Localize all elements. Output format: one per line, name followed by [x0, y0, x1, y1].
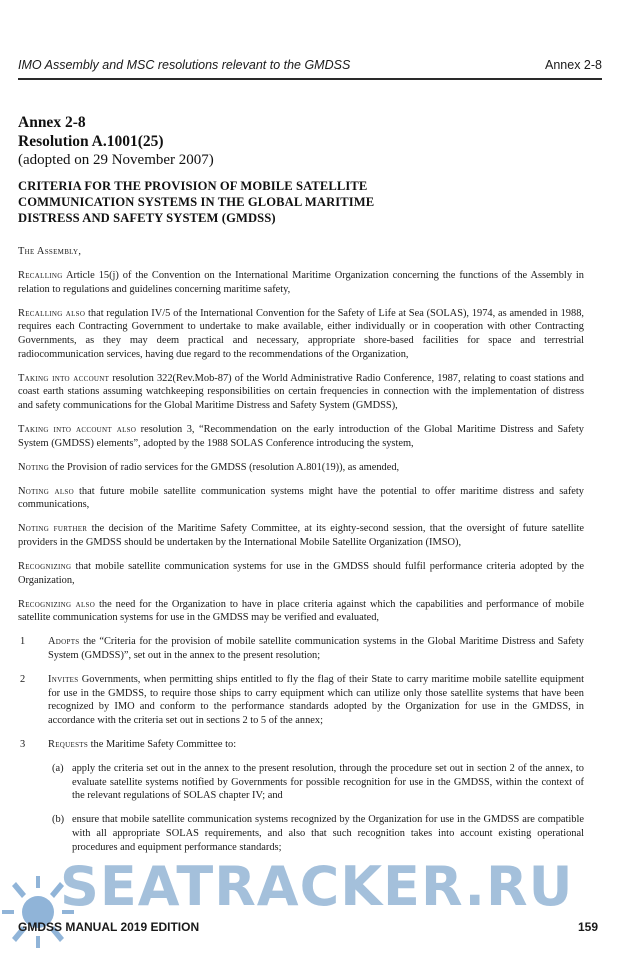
preamble-lead: Recalling [18, 270, 63, 282]
title-line: COMMUNICATION SYSTEMS IN THE GLOBAL MARITIME [18, 195, 375, 209]
operative-lead: Requests [48, 739, 89, 751]
preamble-text: the Provision of radio services for the GMDSS (resolution A.801(19)), as amended, [49, 461, 400, 473]
operative-text: the Maritime Safety Committee to: [88, 739, 237, 751]
title-line: CRITERIA FOR THE PROVISION OF MOBILE SATELLITE [18, 179, 368, 193]
resolution-number: Resolution A.1001(25) [18, 133, 164, 150]
preamble-text: resolution 322(Rev.Mob-87) of the World Administrative Radio Conference, 1987, relating to coast stations and coast earth stations assuming watchkeeping responsibilities on certain frequencies in connection with the implementation of distress and safety communications for the Global Maritime Distress and Safety System (GMDSS), [18, 372, 584, 411]
preamble-text: that future mobile satellite communication systems might have the potential to offer maritime distress and safety communications, [18, 485, 585, 511]
preamble-paragraph [18, 485, 584, 512]
preamble-text: that mobile satellite communication systems for use in the GMDSS should fulfil performance criteria adopted by the Organization, [18, 561, 584, 586]
preamble-paragraph [18, 307, 584, 361]
preamble-lead: Recognizing also [18, 598, 96, 610]
preamble-lead: Noting [18, 461, 50, 473]
paragraph-number: 1 [20, 636, 26, 648]
running-header [18, 58, 602, 80]
sub-paragraph-label: (a) [52, 763, 64, 775]
adoption-date: (adopted on 29 November 2007) [18, 152, 214, 168]
preamble-lead: Taking into account [18, 372, 110, 384]
sub-paragraph-label: (b) [52, 814, 65, 826]
preamble-lead: Taking into account also [18, 423, 137, 435]
preamble-text: that regulation IV/5 of the International Convention for the Safety of Life at Sea (SOLAS), 1974, as amended in 1988, requires each Contracting Government to undertake to make available, either individually or in cooperation with other Contracting Governments, as they may deem practical and necessary, appropriate shore-based facilities for space and terrestrial radiocommunication services, having due regard to the recommendations of the Organization, [18, 307, 584, 360]
preamble-text: the decision of the Maritime Safety Committee, at its eighty-second session, that the oversight of future satellite providers in the GMDSS should be undertaken by the International Mobile Satellite Organization (IMSO), [18, 523, 585, 548]
paragraph-number: 2 [20, 674, 26, 686]
operative-text: Governments, when permitting ships entitled to fly the flag of their State to carry maritime mobile satellite equipment for use in the GMDSS, to require those ships to carry equipment which can utilize only those satellite systems that have been recognized by IMO and conform to the performance standards adopted by the Organization for use in the GMDSS, in accordance with the criteria set out in sections 2 to 5 of the annex; [48, 674, 584, 726]
operative-paragraph [18, 738, 584, 752]
preamble-lead: Noting also [18, 485, 74, 497]
preamble-lead: Noting further [18, 523, 88, 535]
page-footer [18, 920, 602, 940]
header-rule [18, 78, 602, 80]
preamble-paragraph [18, 560, 584, 587]
preamble-paragraph [18, 461, 584, 475]
preamble-lead: Recognizing [18, 561, 72, 573]
preamble-text: resolution 3, “Recommendation on the early introduction of the Global Maritime Distress and Safety System (GMDSS) elements”, adopted by the 1988 SOLAS Conference introducing the system, [18, 423, 584, 449]
operative-text: the “Criteria for the provision of mobile satellite communication systems in the Global Maritime Distress and Safety System (GMDSS)”, set out in the annex to the present resolution; [48, 636, 584, 662]
title-line: DISTRESS AND SAFETY SYSTEM (GMDSS) [18, 211, 276, 225]
preamble-assembly: The Assembly, [18, 246, 82, 257]
paragraph-number: 3 [20, 739, 26, 751]
resolution-heading [18, 113, 214, 170]
operative-lead: Invites [48, 674, 79, 686]
preamble-text: Article 15(j) of the Convention on the International Maritime Organization concerning the functions of the Assembly in relation to regulations and guidelines concerning maritime safety, [18, 270, 584, 295]
preamble-paragraph [18, 522, 584, 549]
watermark-text: SEATRACKER.RU [60, 855, 574, 918]
running-title: IMO Assembly and MSC resolutions relevant to the GMDSS [18, 58, 351, 72]
sub-paragraph [18, 813, 584, 854]
sub-paragraph [18, 762, 584, 803]
annex-label: Annex 2-8 [18, 114, 86, 131]
sub-paragraph-text: apply the criteria set out in the annex to the present resolution, through the procedure set out in section 2 of the annex, to evaluate satellite systems notified by Governments for possible recognition for use in the GMDSS, within the context of the relevant regulations of SOLAS chapter IV; and [72, 763, 584, 802]
preamble-text: the need for the Organization to have in place criteria against which the capabilities and performance of mobile satellite communication systems for use in the GMDSS may be verified and evaluated, [18, 598, 584, 624]
operative-paragraph [18, 673, 584, 727]
page-number: 159 [577, 920, 598, 934]
preamble-paragraph [18, 372, 584, 413]
sub-paragraph-text: ensure that mobile satellite communication systems recognized by the Organization for use in the GMDSS are compatible with all appropriate SOLAS requirements, and also that such recognition takes into account existing operational procedures and equipment performance standards; [72, 814, 584, 853]
operative-lead: Adopts [48, 636, 80, 648]
preamble-paragraph [18, 423, 584, 450]
preamble-lead: Recalling also [18, 307, 86, 319]
preamble-paragraph [18, 269, 584, 296]
operative-paragraph [18, 635, 584, 662]
document-title [18, 178, 488, 226]
preamble-paragraph [18, 598, 584, 625]
annex-reference: Annex 2-8 [545, 58, 602, 72]
manual-edition: GMDSS MANUAL 2019 EDITION [18, 920, 200, 934]
resolution-body [18, 245, 584, 865]
